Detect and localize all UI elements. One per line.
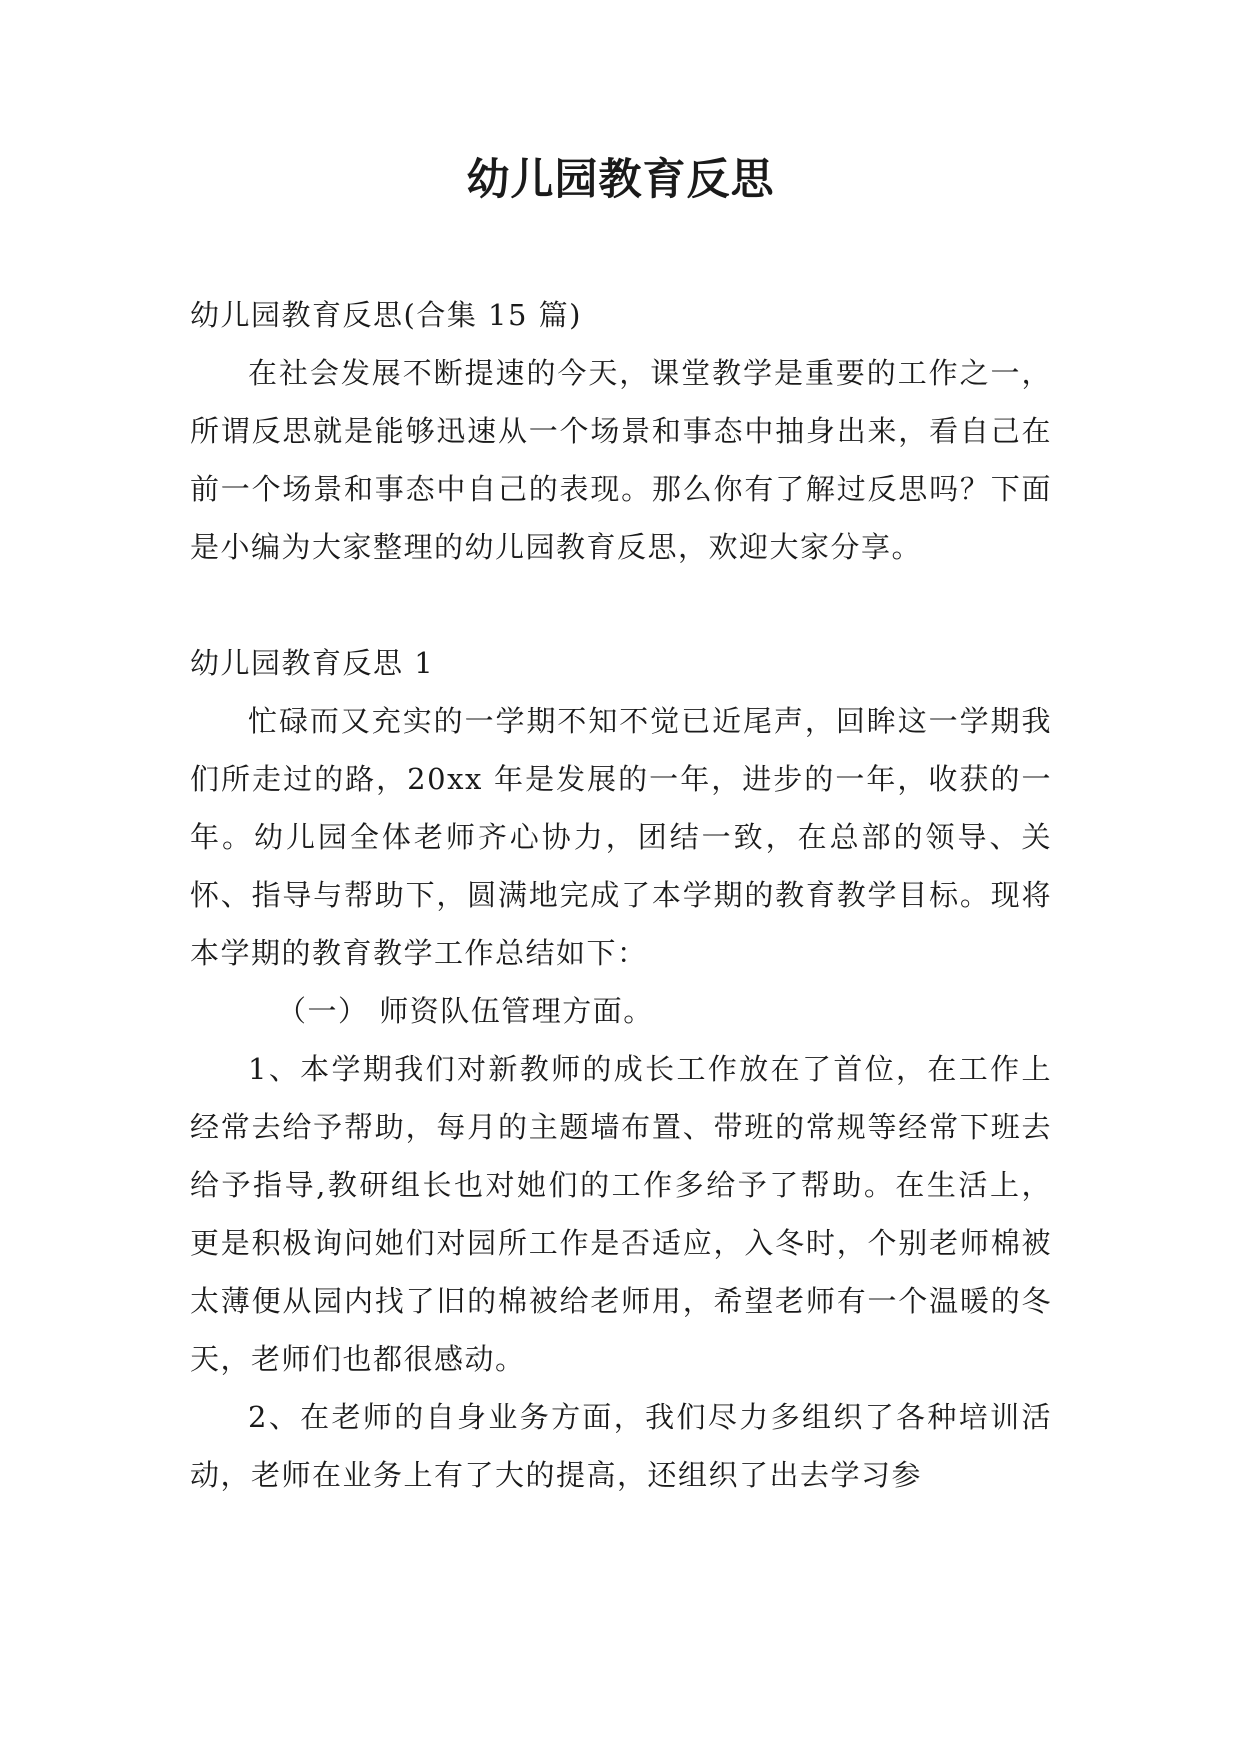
document-body	[190, 286, 1052, 1504]
section-subheading: （一） 师资队伍管理方面。	[277, 994, 654, 1028]
section-paragraph-2: 1、本学期我们对新教师的成长工作放在了首位，在工作上经常去给予帮助，每月的主题墙布置、带班的常规等经常下班去给予指导,教研组长也对她们的工作多给予了帮助。在生活上，更是积极询问她们对园所工作是否适应，入冬时，个别老师棉被太薄便从园内找了旧的棉被给老师用，希望老师有一个温暖的冬天，老师们也都很感动。	[190, 1052, 1052, 1376]
collection-heading: 幼儿园教育反思(合集 15 篇)	[190, 298, 582, 332]
section-paragraph-3: 2、在老师的自身业务方面，我们尽力多组织了各种培训活动，老师在业务上有了大的提高，还组织了出去学习参	[190, 1400, 1052, 1492]
intro-paragraph: 在社会发展不断提速的今天，课堂教学是重要的工作之一，所谓反思就是能够迅速从一个场景和事态中抽身出来，看自己在前一个场景和事态中自己的表现。那么你有了解过反思吗？下面是小编为大家整理的幼儿园教育反思，欢迎大家分享。	[190, 356, 1052, 564]
section-spacer	[190, 576, 1052, 634]
section-heading: 幼儿园教育反思 1	[190, 646, 435, 680]
document-title: 幼儿园教育反思	[466, 155, 775, 205]
section-paragraph-1: 忙碌而又充实的一学期不知不觉已近尾声，回眸这一学期我们所走过的路，20xx 年是发展的一年，进步的一年，收获的一年。幼儿园全体老师齐心协力，团结一致，在总部的领导、关怀、指导与帮助下，圆满地完成了本学期的教育教学目标。现将本学期的教育教学工作总结如下：	[190, 704, 1052, 970]
